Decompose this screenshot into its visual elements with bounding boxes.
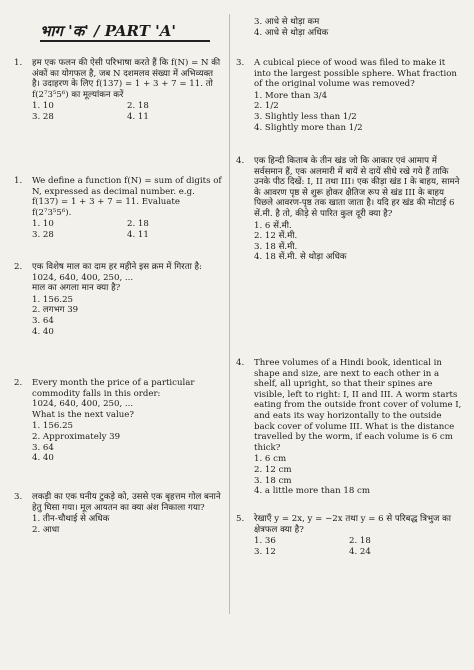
sequence: 1024, 640, 400, 250, ... xyxy=(32,272,134,283)
options xyxy=(254,454,464,496)
options xyxy=(32,514,222,535)
option: 2. Approximately 39 xyxy=(32,431,121,442)
question-text: हम एक फलन की ऐसी परिभाषा करते हैं कि f(N) = N की अंकों का योगफल है, जब N दशमलव संख्या में अभिव्यक्त है। उदाहरण के लिए f(137) = 1 + 3 + 7 = 11. तो f(2⁷3⁵5⁶) का मूल्यांकन करें xyxy=(32,58,221,100)
options xyxy=(32,219,222,240)
option: 4. 40 xyxy=(32,326,54,337)
sequence: 1024, 640, 400, 250, ... xyxy=(32,399,134,410)
question-4-english xyxy=(236,358,464,497)
options xyxy=(254,91,464,133)
question-4-hindi xyxy=(236,156,464,263)
question-ask: माल का अगला मान क्या है? xyxy=(32,283,121,294)
option: 3. 12 xyxy=(254,546,276,557)
question-number: 2. xyxy=(14,262,23,272)
question-text: एक विशेष माल का दाम हर महीने इस क्रम में गिरता है: xyxy=(32,262,203,272)
question-number: 3. xyxy=(14,492,23,502)
question-number: 3. xyxy=(236,58,245,68)
option: 2. 18 xyxy=(349,536,371,547)
option: 4. 18 सें.मी. से थोड़ा अधिक xyxy=(254,252,347,263)
options xyxy=(254,17,464,38)
option: 2. 1/2 xyxy=(254,101,279,112)
option: 1. 36 xyxy=(254,536,276,547)
option: 3. 28 xyxy=(32,111,54,122)
question-number: 4. xyxy=(236,156,245,166)
question-number: 2. xyxy=(14,378,23,388)
question-3-hindi xyxy=(14,492,222,535)
option: 1. 156.25 xyxy=(32,421,74,432)
question-number: 5. xyxy=(236,514,245,524)
question-text: Every month the price of a particular commodity falls in this order: xyxy=(32,378,195,399)
question-ask: What is the next value? xyxy=(32,409,134,420)
question-number: 1. xyxy=(14,58,23,68)
question-5-hindi xyxy=(236,514,464,557)
options xyxy=(32,101,222,122)
option: 4. Slightly more than 1/2 xyxy=(254,122,363,133)
option: 1. 156.25 xyxy=(32,294,74,305)
options xyxy=(254,221,464,263)
option: 1. तीन-चौथाई से अधिक xyxy=(32,514,110,525)
option: 3. 64 xyxy=(32,442,54,453)
option: 4. 11 xyxy=(127,111,149,122)
option: 2. 12 सें.मी. xyxy=(254,231,298,242)
question-text: रेखाएँ y = 2x, y = −2x तथा y = 6 से परिबद्ध त्रिभुज का क्षेत्रफल क्या है? xyxy=(254,514,451,535)
question-1-hindi xyxy=(14,58,222,123)
option: 1. 6 cm xyxy=(254,454,287,465)
question-3-hindi-continued-options xyxy=(236,16,464,38)
column-divider xyxy=(229,14,230,614)
option: 1. More than 3/4 xyxy=(254,90,328,101)
question-2-hindi xyxy=(14,262,222,337)
option: 2. 18 xyxy=(127,219,149,230)
question-text: A cubical piece of wood was filed to make it into the largest possible sphere. What fraction of the original volume was removed? xyxy=(254,58,457,90)
option: 3. 18 सें.मी. xyxy=(254,241,298,252)
question-1-english xyxy=(14,176,222,241)
option: 4. आधे से थोड़ा अधिक xyxy=(254,27,329,38)
option: 1. 10 xyxy=(32,219,54,230)
question-text: Three volumes of a Hindi book, identical in shape and size, are next to each other in a shelf, all upright, so that their spines are visible, left to right: I, II and III. A worm starts eating from the outside front cover of volume I, and eats its way horizontally to the outside back cover of volume III. What is the distance travelled by the worm, if each volume is 6 cm thick? xyxy=(254,358,462,453)
question-number: 4. xyxy=(236,358,245,368)
option: 3. 28 xyxy=(32,229,54,240)
option: 2. लगभग 39 xyxy=(32,305,79,316)
options xyxy=(32,295,222,337)
options xyxy=(32,421,222,463)
question-number: 1. xyxy=(14,176,23,186)
page-title: भाग 'क' / PART 'A' xyxy=(40,22,210,42)
option: 2. 18 xyxy=(127,101,149,112)
question-text: लकड़ी का एक घनीय टुकड़े को, उससे एक बृहत्तम गोल बनाने हेतु घिसा गया। मूल आयतन का क्या अंश निकाला गया? xyxy=(32,492,221,513)
option: 3. 64 xyxy=(32,315,54,326)
option: 3. Slightly less than 1/2 xyxy=(254,111,357,122)
option: 2. 12 cm xyxy=(254,464,292,475)
option: 3. 18 cm xyxy=(254,475,292,486)
options xyxy=(254,536,464,557)
option: 4. 40 xyxy=(32,453,54,464)
option: 4. 24 xyxy=(349,546,371,557)
question-text: We define a function f(N) = sum of digits of N, expressed as decimal number. e.g. f(137) = 1 + 3 + 7 = 11. Evaluate f(2⁷3⁵5⁶). xyxy=(32,176,222,218)
option: 4. 11 xyxy=(127,229,149,240)
option: 2. आधा xyxy=(32,524,60,535)
option: 1. 6 सें.मी. xyxy=(254,220,292,231)
option: 4. a little more than 18 cm xyxy=(254,486,371,497)
question-3-english xyxy=(236,58,464,133)
question-text: एक हिन्दी किताब के तीन खंड जो कि आकार एवं आमाप में सर्वसमान हैं, एक अलमारी में बायें से दायें सीधे रखे गये हैं ताकि उनके पीठ दिखें: I, II तथा III। एक कीड़ा खंड I के बाहय, सामने के आवरण पृष्ठ से शुरू होकर क्षैतिज रूप से खंड III के बाहय पिछले आवरण-पृष्ठ तक खाता जाता है। यदि हर खंड की मोटाई 6 सें.मी. है तो, कीड़े से पारित कुल दूरी क्या है? xyxy=(254,156,460,219)
option: 3. आधे से थोड़ा कम xyxy=(254,17,320,27)
question-2-english xyxy=(14,378,222,464)
option: 1. 10 xyxy=(32,101,54,112)
